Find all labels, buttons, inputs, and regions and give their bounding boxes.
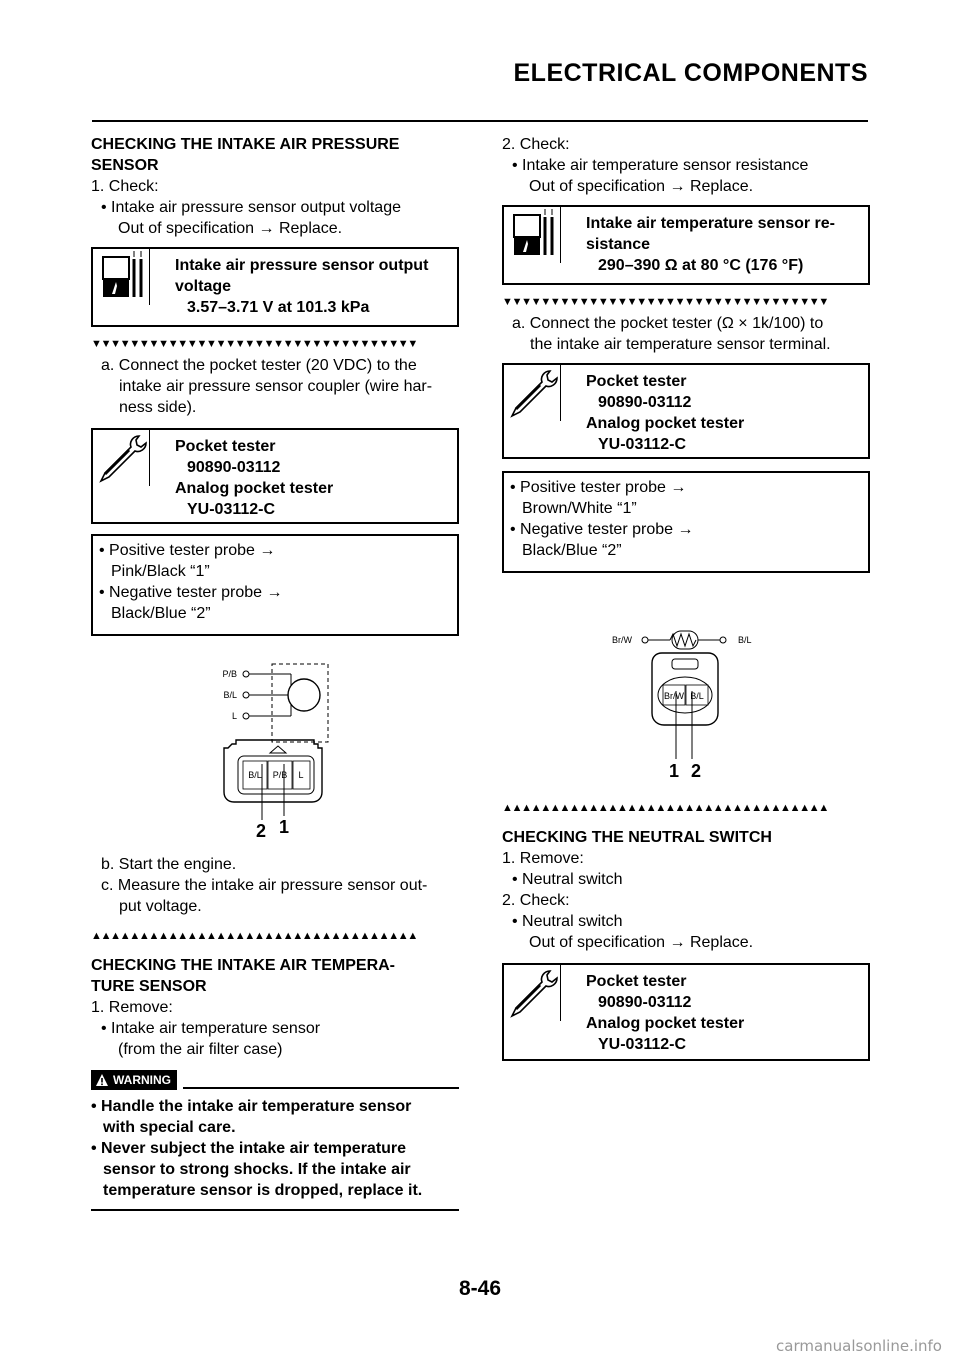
bullet-item: • Intake air temperature sensor [101,1020,321,1037]
probe-connection-box [502,471,870,573]
procedure-start-marker: ▼▼▼▼▼▼▼▼▼▼▼▼▼▼▼▼▼▼▼▼▼▼▼▼▼▼▼▼▼▼▼▼▼▼ [91,338,417,350]
spec-value: 290–390 Ω at 80 °C (176 °F) [598,257,804,274]
wrench-icon [504,365,561,457]
step-a-line: a. Connect the pocket tester (Ω × 1k/100) to [512,315,824,332]
warning-text [91,1090,459,1201]
pin-label: P/B [272,770,288,780]
procedure-end-marker: ▲▲▲▲▲▲▲▲▲▲▲▲▲▲▲▲▲▲▲▲▲▲▲▲▲▲▲▲▲▲▲▲▲▲ [91,930,417,942]
warning-badge [91,1070,177,1090]
step-a-line: intake air pressure sensor coupler (wire har- [119,378,433,395]
tool-name: Pocket tester [586,973,687,990]
probe-line: • Positive tester probe → [510,479,687,496]
probe-line: Pink/Black “1” [111,563,210,580]
warning-bottom-rule [91,1209,459,1211]
tool-name: Pocket tester [175,438,276,455]
spec-label: Intake air temperature sensor re- [586,215,835,232]
probe-line: • Positive tester probe → [99,542,276,559]
pressure-sensor-coupler-diagram [91,636,459,854]
step-a-line: the intake air temperature sensor terminal. [530,336,831,353]
section-title-intake-air-temperature [91,955,459,997]
bullet-item: • Intake air temperature sensor resistance [512,157,809,174]
section-title-intake-air-pressure [91,134,459,176]
warning-line: sensor to strong shocks. If the intake air [103,1161,411,1178]
spec-label: voltage [175,278,232,295]
step-c-line: c. Measure the intake air pressure sensor out- [101,877,428,894]
warning-block [91,1070,459,1211]
warning-label: WARNING [113,1072,171,1087]
section-title-line: SENSOR [91,157,159,174]
spec-box-output-voltage [91,247,459,327]
tool-text [561,365,748,457]
tool-name: Analog pocket tester [586,1015,745,1032]
probe-line: • Negative tester probe → [510,521,694,538]
section-title-neutral-switch: CHECKING THE NEUTRAL SWITCH [502,829,772,846]
callout-1: 1 [278,817,290,837]
tool-part-number: YU-03112-C [598,1036,687,1053]
warning-rule [183,1087,459,1089]
step-1: 1. Remove: [91,999,173,1016]
tool-part-number: YU-03112-C [187,501,276,518]
step-a-line: a. Connect the pocket tester (20 VDC) to the [101,357,417,374]
footer-watermark: carmanualsonline.info [776,1337,942,1355]
tool-part-number: 90890-03112 [598,394,692,411]
step-a [502,313,870,355]
pin-label: L [298,770,304,780]
wrench-icon [93,430,150,522]
procedure-start-marker: ▼▼▼▼▼▼▼▼▼▼▼▼▼▼▼▼▼▼▼▼▼▼▼▼▼▼▼▼▼▼▼▼▼▼ [502,296,828,308]
title-divider [92,120,868,122]
spec-value: 3.57–3.71 V at 101.3 kPa [187,299,370,316]
step-1: 1. Check: [91,178,159,195]
right-column [502,134,870,1061]
tool-box-pocket-tester [502,963,870,1061]
spec-text [561,207,839,283]
left-column [91,134,459,1211]
warning-line: temperature sensor is dropped, replace it. [103,1182,423,1199]
wrench-icon [504,965,561,1059]
probe-line: Black/Blue “2” [111,605,211,622]
wire-label: B/L [738,635,752,645]
tool-part-number: 90890-03112 [598,994,692,1011]
callout-1: 1 [668,761,680,781]
spec-box-resistance [502,205,870,285]
bullet-item: • Neutral switch [512,913,623,930]
step-2: 2. Check: [502,892,570,909]
tool-box-pocket-tester [502,363,870,459]
wire-label: L [231,711,237,721]
wire-label: Br/W [612,635,632,645]
spec-note: Out of specification → Replace. [529,934,754,951]
pin-label: B/L [248,770,262,780]
section-title-line: TURE SENSOR [91,978,207,995]
probe-line: Brown/White “1” [522,500,637,517]
tool-box-pocket-tester [91,428,459,524]
spec-text [150,249,432,325]
warning-line: with special care. [103,1119,236,1136]
step-c [91,875,459,917]
sub-note: (from the air filter case) [118,1041,283,1058]
warning-icon [95,1073,109,1087]
spec-label: Intake air pressure sensor output [175,257,429,274]
bullet-item: • Intake air pressure sensor output voltage [101,199,401,216]
spec-label: sistance [586,236,651,253]
temperature-sensor-coupler-diagram [502,573,870,795]
tool-text [561,965,748,1059]
section-title-line: CHECKING THE INTAKE AIR TEMPERA- [91,957,395,974]
wire-label: P/B [222,669,237,679]
spec-note: Out of specification → Replace. [529,178,754,195]
callout-2: 2 [255,821,267,841]
tool-part-number: 90890-03112 [187,459,281,476]
step-c-line: put voltage. [119,898,202,915]
pin-label: Br/W [664,691,684,701]
probe-line: Black/Blue “2” [522,542,622,559]
procedure-end-marker: ▲▲▲▲▲▲▲▲▲▲▲▲▲▲▲▲▲▲▲▲▲▲▲▲▲▲▲▲▲▲▲▲▲▲ [502,802,828,814]
step-a [91,355,459,418]
step-a-line: ness side). [119,399,197,416]
section-title-line: CHECKING THE INTAKE AIR PRESSURE [91,136,400,153]
tool-text [150,430,337,522]
bullet-item: • Neutral switch [512,871,623,888]
tool-name: Analog pocket tester [586,415,745,432]
coupler-diagram-svg [502,573,870,795]
tool-name: Pocket tester [586,373,687,390]
tool-name: Analog pocket tester [175,480,334,497]
probe-line: • Negative tester probe → [99,584,283,601]
spec-note: Out of specification → Replace. [118,220,343,237]
warning-line: • Never subject the intake air temperature [91,1140,407,1157]
coupler-diagram-svg [91,636,459,854]
callout-2: 2 [690,761,702,781]
step-2: 2. Check: [502,136,570,153]
pin-label: B/L [690,691,704,701]
tester-spec-icon [93,249,150,325]
step-b: b. Start the engine. [101,856,237,873]
warning-header [91,1070,459,1090]
tester-spec-icon [504,207,561,283]
tool-part-number: YU-03112-C [598,436,687,453]
warning-line: • Handle the intake air temperature sensor [91,1098,412,1115]
wire-label: B/L [223,690,237,700]
step-1: 1. Remove: [502,850,584,867]
probe-connection-box [91,534,459,636]
page-title: ELECTRICAL COMPONENTS [513,59,868,87]
page-number: 8-46 [458,1277,502,1300]
